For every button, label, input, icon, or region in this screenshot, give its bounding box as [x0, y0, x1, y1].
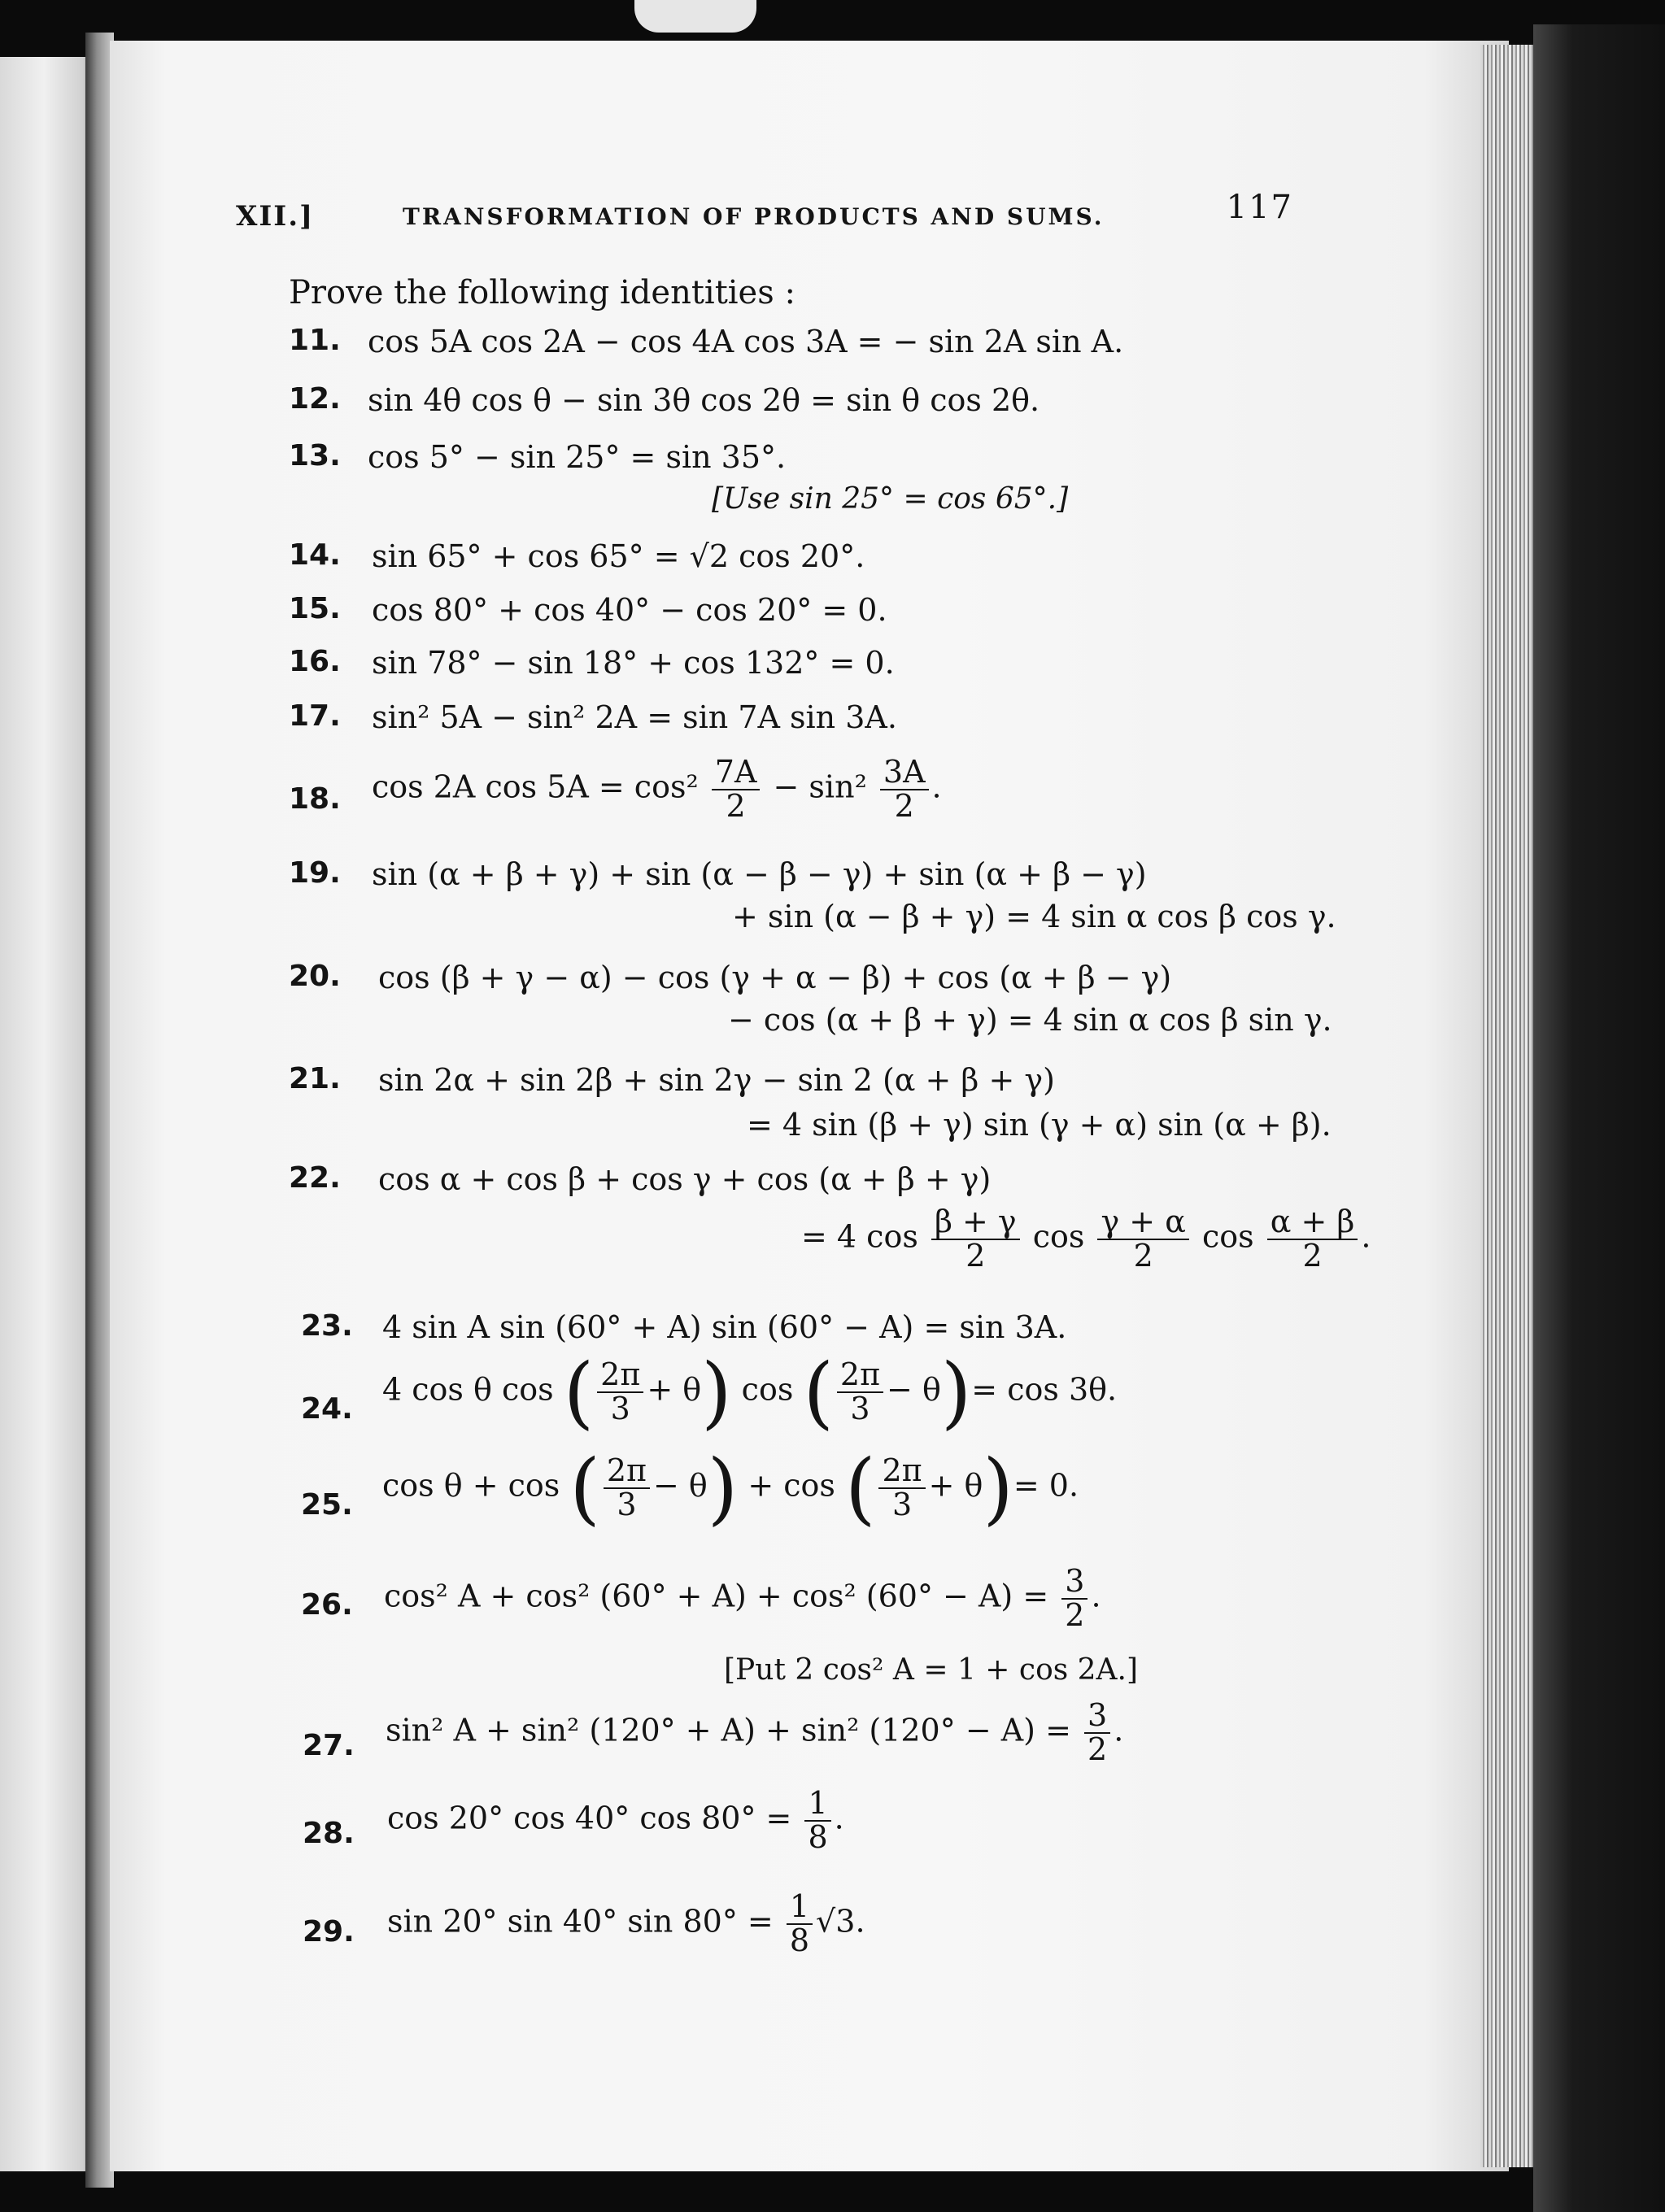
numerator: 2π	[839, 1356, 881, 1393]
book-cover-edge	[1533, 24, 1665, 2212]
chapter-title: TRANSFORMATION OF PRODUCTS AND SUMS.	[403, 203, 1105, 230]
fraction	[1267, 1206, 1358, 1273]
identity: cos 80° + cos 40° − cos 20° = 0.	[372, 592, 887, 628]
exercise-number: 21.	[289, 1062, 341, 1095]
angle-term: − θ	[652, 1467, 708, 1504]
denominator: 3	[837, 1391, 883, 1426]
fraction	[1061, 1565, 1087, 1632]
exercise-intro: Prove the following identities :	[289, 274, 795, 311]
numerator: 2π	[882, 1452, 922, 1489]
exercise-number: 23.	[301, 1309, 353, 1343]
numerator: 3A	[883, 754, 926, 790]
identity-line-1: sin 2α + sin 2β + sin 2γ − sin 2 (α + β + γ)	[378, 1062, 1055, 1098]
denominator: 8	[804, 1820, 830, 1854]
exercise-number: 11.	[289, 324, 341, 357]
punctuation: .	[834, 1800, 844, 1836]
punctuation: .	[931, 769, 942, 805]
identity-prefix: = 4 cos	[801, 1218, 918, 1255]
punctuation: .	[1361, 1218, 1371, 1255]
function-name: cos	[1201, 1218, 1254, 1255]
denominator: 2	[1097, 1239, 1188, 1273]
numerator: 3	[1065, 1563, 1085, 1599]
chapter-marker: XII.]	[236, 200, 315, 233]
fraction	[604, 1452, 650, 1522]
identity: cos 5A cos 2A − cos 4A cos 3A = − sin 2A sin A.	[368, 324, 1124, 359]
identity: cos θ + cos ( $\frac{2\pi}{3}$ − θ) + cos ( $\frac{2\pi}{3}$ + θ)= 0.	[382, 1443, 1079, 1534]
identity	[387, 1787, 844, 1854]
angle-term: + θ	[928, 1467, 983, 1504]
identity-line-2: + sin (α − β + γ) = 4 sin α cos β cos γ.	[732, 899, 1336, 934]
numerator: 2π	[606, 1452, 647, 1489]
exercise-number: 12.	[289, 382, 341, 416]
numerator: α + β	[1270, 1204, 1355, 1239]
identity-lhs: sin 20° sin 40° sin 80° =	[387, 1903, 774, 1940]
denominator: 8	[787, 1923, 813, 1957]
denominator: 2	[1061, 1598, 1087, 1632]
numerator: 3	[1087, 1697, 1108, 1733]
fraction	[804, 1787, 830, 1854]
identity-rhs: = 0.	[1013, 1467, 1079, 1504]
identity	[387, 1888, 865, 1958]
fraction	[880, 756, 929, 823]
numerator: β + γ	[934, 1204, 1017, 1239]
identity-lhs: cos² A + cos² (60° + A) + cos² (60° − A) =	[384, 1578, 1049, 1614]
exercise-number: 25.	[301, 1488, 353, 1522]
denominator: 2	[880, 789, 929, 823]
identity	[372, 756, 942, 823]
denominator: 2	[1267, 1239, 1358, 1273]
identity-rhs: √3.	[816, 1903, 865, 1940]
exercise-number: 26.	[301, 1588, 353, 1622]
identity-line-2	[801, 1206, 1371, 1273]
identity-line-1: cos (β + γ − α) − cos (γ + α − β) + cos (α + β − γ)	[378, 960, 1172, 995]
identity-lhs: cos 20° cos 40° cos 80° =	[387, 1800, 792, 1836]
exercise-number: 27.	[303, 1729, 355, 1762]
exercise-number: 28.	[303, 1817, 355, 1850]
fraction	[1097, 1206, 1188, 1273]
function-name: cos	[1032, 1218, 1085, 1255]
operator: − sin²	[773, 769, 867, 805]
top-paper-scrap	[634, 0, 756, 33]
identity: sin² 5A − sin² 2A = sin 7A sin 3A.	[372, 699, 897, 735]
identity-line-2: − cos (α + β + γ) = 4 sin α cos β sin γ.	[728, 1002, 1332, 1038]
fraction	[837, 1356, 883, 1426]
angle-term: + θ	[647, 1371, 702, 1408]
identity: 4 cos θ cos ( $\frac{2\pi}{3}$ + θ) cos ( $\frac{2\pi}{3}$ − θ)= cos 3θ.	[382, 1347, 1118, 1438]
exercise-number: 29.	[303, 1915, 355, 1949]
hint: [Use sin 25° = cos 65°.]	[712, 482, 1069, 516]
function-name: cos	[741, 1371, 794, 1408]
angle-term: − θ	[887, 1371, 941, 1408]
operator: + cos	[748, 1467, 835, 1504]
exercise-number: 19.	[289, 856, 341, 890]
numerator: 1	[789, 1888, 810, 1924]
denominator: 2	[712, 789, 761, 823]
exercise-number: 16.	[289, 645, 341, 678]
exercise-number: 17.	[289, 699, 341, 733]
fraction	[1084, 1697, 1110, 1767]
fraction	[712, 756, 761, 823]
denominator: 3	[604, 1487, 650, 1522]
identity	[386, 1697, 1124, 1767]
numerator: 2π	[600, 1356, 641, 1393]
identity: sin 78° − sin 18° + cos 132° = 0.	[372, 645, 895, 681]
identity: sin 65° + cos 65° = √2 cos 20°.	[372, 538, 865, 574]
facing-page-edge	[0, 57, 98, 2171]
identity: cos 5° − sin 25° = sin 35°.	[368, 439, 787, 475]
identity-line-2: = 4 sin (β + γ) sin (γ + α) sin (α + β).	[747, 1107, 1332, 1143]
denominator: 3	[597, 1391, 643, 1426]
identity-line-1: sin (α + β + γ) + sin (α − β − γ) + sin (α + β − γ)	[372, 856, 1147, 892]
identity	[384, 1565, 1101, 1632]
denominator: 3	[878, 1487, 925, 1522]
identity-lhs: sin² A + sin² (120° + A) + sin² (120° − A) =	[386, 1712, 1071, 1748]
punctuation: .	[1114, 1712, 1124, 1748]
exercise-number: 15.	[289, 592, 341, 625]
exercise-number: 14.	[289, 538, 341, 572]
exercise-number: 24.	[301, 1392, 353, 1426]
numerator: 7A	[714, 754, 757, 790]
exercise-number: 18.	[289, 782, 341, 816]
denominator: 2	[1084, 1732, 1110, 1766]
running-header	[228, 189, 1293, 237]
identity: 4 sin A sin (60° + A) sin (60° − A) = sin 3A.	[382, 1309, 1067, 1345]
identity-lhs: cos θ + cos	[382, 1467, 560, 1504]
fraction	[931, 1206, 1020, 1273]
hint: [Put 2 cos² A = 1 + cos 2A.]	[724, 1653, 1139, 1687]
denominator: 2	[931, 1239, 1020, 1273]
fraction	[787, 1888, 813, 1958]
page-number: 117	[1226, 189, 1293, 226]
exercise-number: 22.	[289, 1161, 341, 1195]
numerator: 1	[808, 1785, 828, 1821]
exercise-number: 13.	[289, 439, 341, 472]
page-block-edges	[1480, 45, 1537, 2167]
identity-lhs: cos 2A cos 5A = cos²	[372, 769, 699, 805]
identity-lhs: 4 cos θ cos	[382, 1371, 554, 1408]
numerator: γ + α	[1101, 1204, 1186, 1239]
fraction	[597, 1356, 643, 1426]
identity-line-1: cos α + cos β + cos γ + cos (α + β + γ)	[378, 1161, 992, 1197]
fraction	[878, 1452, 925, 1522]
exercise-number: 20.	[289, 960, 341, 993]
identity: sin 4θ cos θ − sin 3θ cos 2θ = sin θ cos 2θ.	[368, 382, 1040, 418]
punctuation: .	[1091, 1578, 1101, 1614]
identity-rhs: = cos 3θ.	[971, 1371, 1118, 1408]
